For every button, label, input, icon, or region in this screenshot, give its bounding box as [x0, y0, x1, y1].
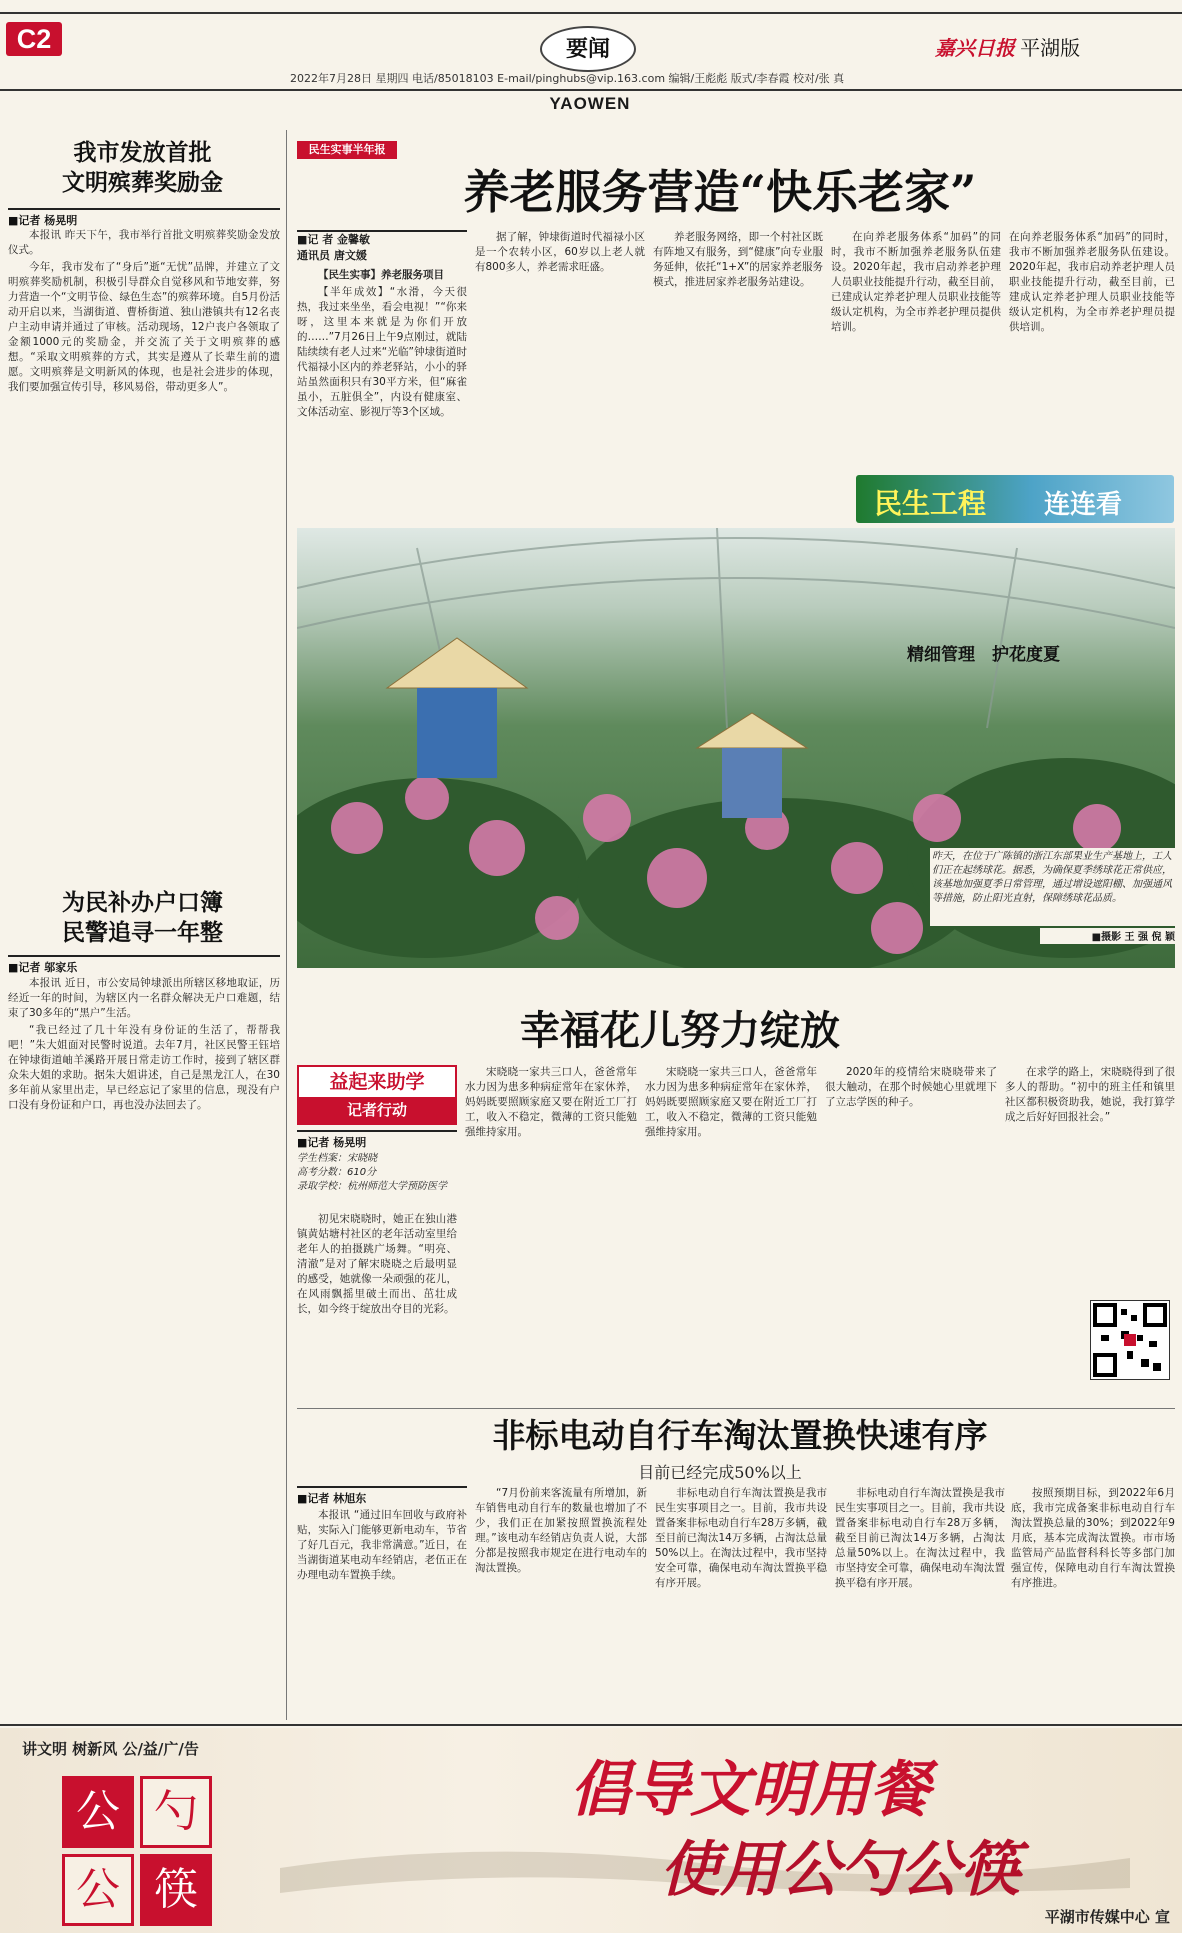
story3-paragraph: 【民生实事】养老服务项目	[318, 269, 444, 281]
story-divider	[297, 1408, 1175, 1409]
seal-cell	[140, 1776, 212, 1848]
story5-paragraph: 按照预期目标，到2022年6月底，我市完成备案非标电动自行车淘汰置换总量的30%；到2022年9月底，基本完成淘汰置换。市市场监管局产品监督科科长等多部门加强宣传，保障电动自行车淘汰置换有序推进。	[1011, 1487, 1175, 1589]
brand-logo: 嘉兴日报	[935, 36, 1015, 60]
public-service-ad	[0, 1728, 1182, 1933]
seal-cell	[62, 1776, 134, 1848]
story2-headline	[10, 888, 275, 950]
page-code: C2	[16, 24, 52, 54]
story4-paragraph: 宋晓晓一家共三口人，爸爸常年水力因为患多种病症常年在家休养，妈妈既要照顾家庭又要在附近工厂打工，收入不稳定，微薄的工资只能勉强维持家用。	[465, 1066, 637, 1138]
story3-byline-correspondent: 通讯员 唐文媛	[297, 249, 367, 262]
story4-paragraph: 初见宋晓晓时，她正在独山港镇黄姑塘村社区的老年活动室里给老年人的拍摄跳广场舞。“明亮、清澈”是对了解宋晓晓之后最明显的感受，她就像一朵顽强的花儿，在风雨飘摇里破土而出、茁壮成长，如今终于绽放出夺目的光彩。	[297, 1213, 457, 1315]
story1-headline	[10, 138, 275, 200]
column-logo-text: 益起来助学	[329, 1071, 425, 1093]
story3-byline-reporter: ■记 者 金馨敏	[297, 233, 371, 246]
story3-paragraph: 在向养老服务体系“加码”的同时，我市不断加强养老服务队伍建设。2020年起，我市启动养老护理人员职业技能提升行动，截至目前，已建成认定养老护理人员职业技能等级认定机构，为全市养老护理员提供培训。	[1009, 231, 1175, 333]
story5-col3	[655, 1486, 827, 1720]
story3-kicker: 民生实事半年报	[297, 141, 397, 159]
ad-rule	[0, 1724, 1182, 1726]
story5-col4	[835, 1486, 1005, 1720]
photo-credit: ■摄影 王 强 倪 颖	[1040, 928, 1175, 944]
story4-paragraph: 2020年的疫情给宋晓晓带来了很大触动，在那个时候她心里就埋下了立志学医的种子。	[825, 1066, 997, 1108]
ad-slogan-line1: 倡导文明用餐	[570, 1755, 930, 1825]
story1-title-line2: 文明殡葬奖励金	[62, 169, 223, 196]
brand-mast	[935, 32, 1175, 64]
banner-text-a: 民生工程	[874, 487, 987, 520]
story2-title-line1: 为民补办户口簿	[62, 889, 223, 916]
story4-paragraph: 在求学的路上，宋晓晓得到了很多人的帮助。“初中的班主任和镇里社区都积极资助我，她说，我打算学成之后好好回报社会。”	[1005, 1066, 1175, 1123]
ad-strip-label: 讲文明 树新风 公/益/广/告	[22, 1740, 199, 1758]
story5-paragraph: 非标电动自行车淘汰置换是我市民生实事项目之一。目前，我市共设置备案非标电动自行车28万多辆，截至目前已淘汰14万多辆，占淘汰总量50%以上。在淘汰过程中，我市坚持安全可靠，确保电动车淘汰置换平稳有序开展。	[835, 1487, 1005, 1589]
story1-title-line1: 我市发放首批	[73, 139, 212, 166]
story4-title: 幸福花儿努力绽放	[520, 1007, 840, 1054]
story3-col5	[1009, 230, 1175, 470]
story3-byline	[297, 230, 467, 264]
story5-subtitle: 目前已经完成50%以上	[638, 1463, 802, 1482]
section-emblem	[540, 26, 636, 72]
seal-char: 公	[76, 1786, 120, 1837]
photo-caption: 昨天，在位于广陈镇的浙江东部果业生产基地上，工人们正在起绣球花。据悉，为确保夏季绣球花正常供应，该基地加强夏季日常管理，通过增设遮阳棚、加强通风等措施，防止阳光直射，保障绣球花品质。	[930, 848, 1175, 926]
seal-char: 筷	[154, 1864, 198, 1915]
story5-paragraph: 非标电动自行车淘汰置换是我市民生实事项目之一。目前，我市共设置备案非标电动自行车28万多辆，截至目前已淘汰14万多辆，占淘汰总量50%以上。在淘汰过程中，我市坚持安全可靠，确保电动车淘汰置换平稳有序开展。	[655, 1487, 827, 1589]
story4-col5	[1005, 1065, 1175, 1295]
story4-col3	[645, 1065, 817, 1402]
story3-col1	[297, 268, 467, 526]
story3-col2	[475, 230, 645, 526]
story5-col2	[475, 1486, 647, 1720]
section-pinyin: YAOWEN	[549, 94, 631, 113]
story5-byline: ■记者 林旭东	[297, 1486, 467, 1504]
story2-title-line2: 民警追寻一年整	[62, 919, 223, 946]
story4-byline: ■记者 杨晃明	[297, 1130, 457, 1148]
story2-byline: ■记者 邬家乐	[8, 955, 280, 973]
top-rule	[0, 12, 1182, 14]
story4-col4	[825, 1065, 997, 1402]
seal-grid	[62, 1776, 212, 1926]
story1-paragraph: 本报讯 昨天下午，我市举行首批文明殡葬奖励金发放仪式。	[8, 229, 280, 256]
qr-code[interactable]	[1090, 1300, 1170, 1380]
seal-char: 勺	[154, 1786, 198, 1837]
story4-col2	[465, 1065, 637, 1402]
seal-char: 公	[76, 1864, 120, 1915]
livelihood-banner	[856, 475, 1174, 523]
header-rule	[0, 89, 1182, 91]
story1-paragraph: 今年，我市发布了“身后”逝“无忧”品牌，并建立了文明殡葬奖励机制，积极引导群众自觉移风和节地安葬，努力营造一个“文明节俭、绿色生态”的殡葬环境。自5月份活动开启以来，当湖街道、曹桥街道、独山港镇共有12名丧户主动申请并通过了审核。活动现场，12户丧户各领取了金额1000元的奖励金，并交流了关于文明殡葬的感想。“采取文明殡葬的方式，其实是遵从了长辈生前的遗愿。文明殡葬是文明新风的体现，也是社会进步的体现，我们要加强宣传引导，移风易俗，带动更多人”。	[8, 261, 280, 393]
banner-text-b: 连连看	[1044, 490, 1123, 520]
story3-paragraph: 养老服务网络，即一个村社区既有阵地又有服务，到“健康”向专业服务延伸，依托“1+X”的居家养老服务模式，推进居家养老服务站建设。	[653, 231, 823, 288]
story3-paragraph: 据了解，钟埭街道时代福禄小区是一个农转小区，60岁以上老人就有800多人，养老需求旺盛。	[475, 231, 645, 273]
section-name: 要闻	[565, 36, 610, 62]
column-logo-sub: 记者行动	[299, 1097, 455, 1123]
ad-slogan-line2: 使用公勺公筷	[660, 1835, 1020, 1905]
date-line: 2022年7月28日 星期四 电话/85018103 E-mail/pinghubs@vip.163.com 编辑/王彪彪 版式/李春霞 校对/张 真	[290, 72, 845, 85]
story2-paragraph: 本报讯 近日，市公安局钟埭派出所辖区移地取证，历经近一年的时间，为辖区内一名群众解决无户口难题，结束了30多年的“黑户”生活。	[8, 977, 280, 1019]
story1-body	[8, 228, 280, 866]
page-code-badge	[6, 22, 62, 56]
ad-sponsor: 平湖市传媒中心 宣	[1044, 1908, 1170, 1926]
story3-paragraph: 【半年成效】“水滑，今天很热，我过来坐坐，看会电视！”“你来呀，这里本来就是为你们开放的……”7月26日上午9点刚过，就陆陆续续有老人过来“光临”钟埭街道时代福禄小区内的养老驿站，小小的驿站虽然面积只有30平方米，但“麻雀虽小，五脏俱全”，内设有健康室、文体活动室、影视厅等3个区域。	[297, 286, 467, 418]
story2-body	[8, 976, 280, 1714]
column-logo	[297, 1065, 457, 1125]
story5-paragraph: 本报讯 “通过旧车回收与政府补贴，实际入门能够更新电动车，节省了好几百元，我非常满意。”近日，在当湖街道某电动车经销店，老伍正在办理电动车置换手续。	[297, 1509, 467, 1581]
photo-caption-title: 精细管理 护花度夏	[907, 645, 1060, 665]
story5-paragraph: “7月份前来客流量有所增加，新车销售电动自行车的数量也增加了不少，我们正在加紧按照置换流程处理。”该电动车经销店负责人说，大部分都是按照我市规定在进行电动车的淘汰置换。	[475, 1487, 647, 1574]
brand-edition: 平湖版	[1020, 36, 1081, 60]
column-divider	[286, 130, 287, 1720]
story5-col1	[297, 1508, 467, 1720]
story3-col3	[653, 230, 823, 526]
story2-paragraph: “我已经过了几十年没有身份证的生活了，帮帮我吧！”朱大姐面对民警时说道。去年7月，社区民警王钰培在钟埭街道岫羊溪路开展日常走访工作时，接到了辖区群众朱大姐的求助。据朱大姐讲述，自己是黑龙江人，在30多年前从家里出走，早已经忘记了家里的信息，现没有户口没有身份证和户口，再也没办法回去了。	[8, 1024, 280, 1111]
qr-code-icon	[1091, 1301, 1169, 1379]
seal-cell	[62, 1854, 134, 1926]
story5-title: 非标电动自行车淘汰置换快速有序	[492, 1416, 988, 1455]
story4-col1	[297, 1212, 457, 1402]
story3-title: 养老服务营造“快乐老家”	[463, 165, 977, 219]
story1-byline: ■记者 杨晃明	[8, 208, 280, 226]
story5-col5	[1011, 1486, 1175, 1720]
seal-cell	[140, 1854, 212, 1926]
student-info: 学生档案：宋晓晓 高考分数：610分 录取学校：杭州师范大学预防医学	[297, 1153, 447, 1192]
story3-paragraph: 在向养老服务体系“加码”的同时，我市不断加强养老服务队伍建设。2020年起，我市启动养老护理人员职业技能提升行动，截至目前，已建成认定养老护理人员职业技能等级认定机构，为全市养老护理员提供培训。	[831, 231, 1001, 333]
story4-paragraph: 宋晓晓一家共三口人，爸爸常年水力因为患多种病症常年在家休养，妈妈既要照顾家庭又要在附近工厂打工，收入不稳定，微薄的工资只能勉强维持家用。	[645, 1066, 817, 1138]
